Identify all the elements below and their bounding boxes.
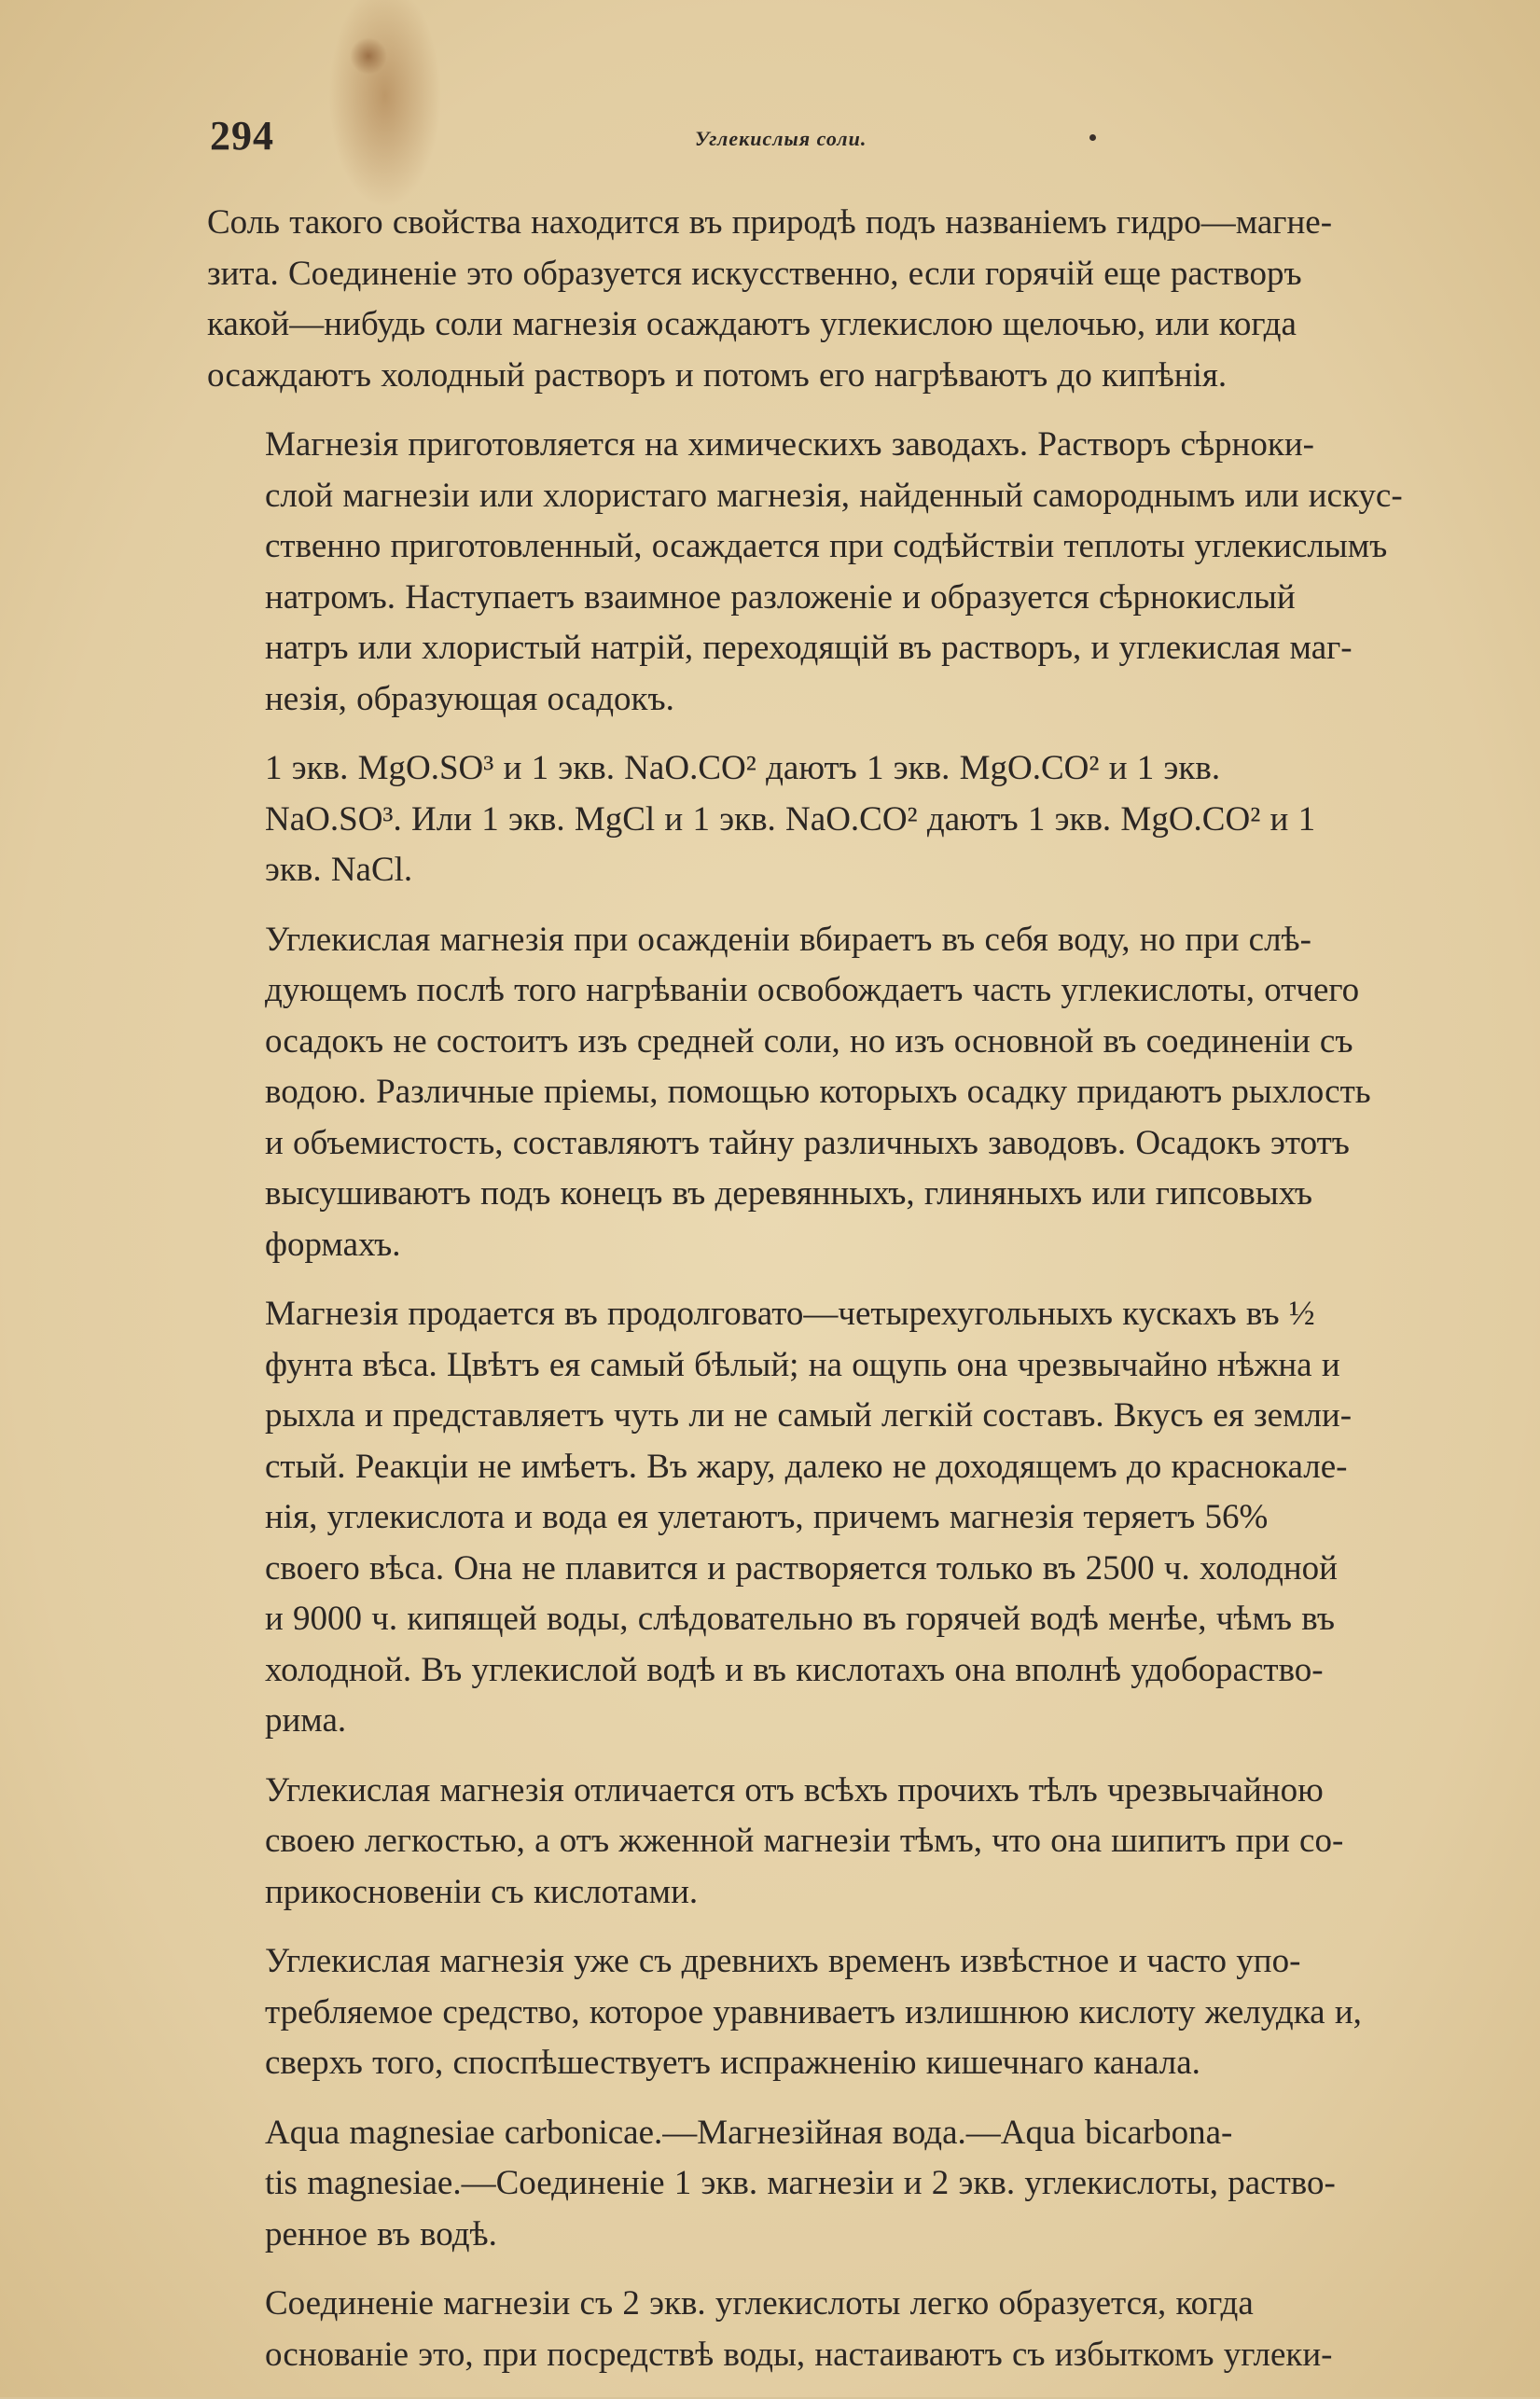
- paragraph: [207, 1289, 1415, 1747]
- paragraph: [207, 1766, 1415, 1919]
- ink-stain: [350, 37, 387, 75]
- text-line: водою. Различные пріемы, помощью которыхъ осадку придаютъ рыхлость: [265, 1073, 1371, 1111]
- text-line: нія, углекислота и вода ея улетаютъ, причемъ магнезія теряетъ 56%: [265, 1498, 1269, 1536]
- text-line: экв. NaCl.: [265, 851, 413, 889]
- paragraph: [207, 420, 1415, 725]
- text-line: холодной. Въ углекислой водѣ и въ кислотахъ она вполнѣ удобораство-: [265, 1650, 1324, 1689]
- text-line: сверхъ того, споспѣшествуетъ испражненію кишечнаго канала.: [265, 2044, 1200, 2082]
- text-line: дующемъ послѣ того нагрѣваніи освобождаетъ часть углекислоты, отчего: [265, 971, 1360, 1009]
- text-line: зита. Соединеніе это образуется искусственно, если горячій еще растворъ: [207, 254, 1302, 293]
- body-text: [207, 198, 1415, 2399]
- text-line: основаніе это, при посредствѣ воды, настаиваютъ съ избыткомъ углеки-: [265, 2335, 1333, 2374]
- paragraph: [207, 198, 1415, 401]
- text-line: Углекислая магнезія при осажденіи вбираетъ въ себя воду, но при слѣ-: [265, 920, 1311, 959]
- paragraph: [207, 1936, 1415, 2089]
- text-line: Магнезія продается въ продолговато—четырехугольныхъ кускахъ въ ½: [265, 1295, 1315, 1333]
- text-line: натромъ. Наступаетъ взаимное разложеніе и образуется сѣрнокислый: [265, 577, 1296, 617]
- text-line: прикосновеніи съ кислотами.: [265, 1872, 699, 1911]
- text-line: ренное въ водѣ.: [265, 2214, 497, 2253]
- text-line: рыхла и представляетъ чуть ли не самый легкій составъ. Вкусъ ея земли-: [265, 1396, 1353, 1435]
- paragraph: [207, 915, 1415, 1271]
- text-line: 1 экв. MgO.SO³ и 1 экв. NaO.CO² даютъ 1 экв. MgO.CO² и 1 экв.: [265, 749, 1221, 787]
- text-line: и объемистость, составляютъ тайну различныхъ заводовъ. Осадокъ этотъ: [265, 1123, 1350, 1162]
- text-line: рима.: [265, 1701, 347, 1740]
- text-line: незія, образующая осадокъ.: [265, 679, 674, 718]
- page-number: 294: [210, 113, 274, 159]
- text-line: Углекислая магнезія уже съ древнихъ временъ извѣстное и часто упо-: [265, 1942, 1301, 1980]
- text-line: натръ или хлористый натрій, переходящій въ растворъ, и углекислая маг-: [265, 629, 1353, 667]
- text-line: своею легкостью, а отъ жженной магнезіи тѣмъ, что она шипитъ при со-: [265, 1822, 1344, 1860]
- text-line: NaO.SO³. Или 1 экв. MgCl и 1 экв. NaO.CO² даютъ 1 экв. MgO.CO² и 1: [265, 799, 1316, 839]
- text-line: стый. Реакціи не имѣетъ. Въ жару, далеко не доходящемъ до краснокале-: [265, 1447, 1348, 1486]
- paragraph: [207, 2279, 1415, 2380]
- text-line: ственно приготовленный, осаждается при содѣйствіи теплоты углекислымъ: [265, 527, 1388, 565]
- text-line: Соединеніе магнезіи съ 2 экв. углекислоты легко образуется, когда: [265, 2284, 1254, 2323]
- text-line: и 9000 ч. кипящей воды, слѣдовательно въ горячей водѣ менѣе, чѣмъ въ: [265, 1600, 1335, 1638]
- text-line: фунта вѣса. Цвѣтъ ея самый бѣлый; на ощупь она чрезвычайно нѣжна и: [265, 1345, 1340, 1384]
- text-line: своего вѣса. Она не плавится и растворяется только въ 2500 ч. холодной: [265, 1548, 1338, 1588]
- text-line: Соль такого свойства находится въ природѣ подъ названіемъ гидро—магне-: [207, 203, 1333, 242]
- text-line: какой—нибудь соли магнезія осаждаютъ углекислою щелочью, или когда: [207, 305, 1297, 343]
- text-line: Углекислая магнезія отличается отъ всѣхъ прочихъ тѣлъ чрезвычайною: [265, 1770, 1324, 1810]
- text-line: Магнезія приготовляется на химическихъ заводахъ. Растворъ сѣрноки-: [265, 425, 1314, 464]
- text-line: формахъ.: [265, 1225, 401, 1264]
- text-line: Aqua magnesiae carbonicae.—Магнезійная вода.—Aqua bicarbona-: [265, 2113, 1233, 2152]
- text-line: высушиваютъ подъ конецъ въ деревянныхъ, глиняныхъ или гипсовыхъ: [265, 1174, 1312, 1213]
- text-line: осаждаютъ холодный растворъ и потомъ его нагрѣваютъ до кипѣнія.: [207, 355, 1228, 395]
- text-line: требляемое средство, которое уравниваетъ излишнюю кислоту желудка и,: [265, 1992, 1362, 2032]
- paragraph: [207, 2108, 1415, 2261]
- text-line: осадокъ не состоитъ изъ средней соли, но изъ основной въ соединеніи съ: [265, 1021, 1353, 1061]
- page-header: [210, 112, 1413, 168]
- text-line: слой магнезіи или хлористаго магнезія, найденный самороднымъ или искус-: [265, 476, 1403, 515]
- paragraph: [207, 743, 1415, 896]
- running-head: Углекислыя соли.: [695, 127, 867, 150]
- text-line: tis magnesiae.—Соединеніе 1 экв. магнезіи и 2 экв. углекислоты, раство-: [265, 2164, 1336, 2202]
